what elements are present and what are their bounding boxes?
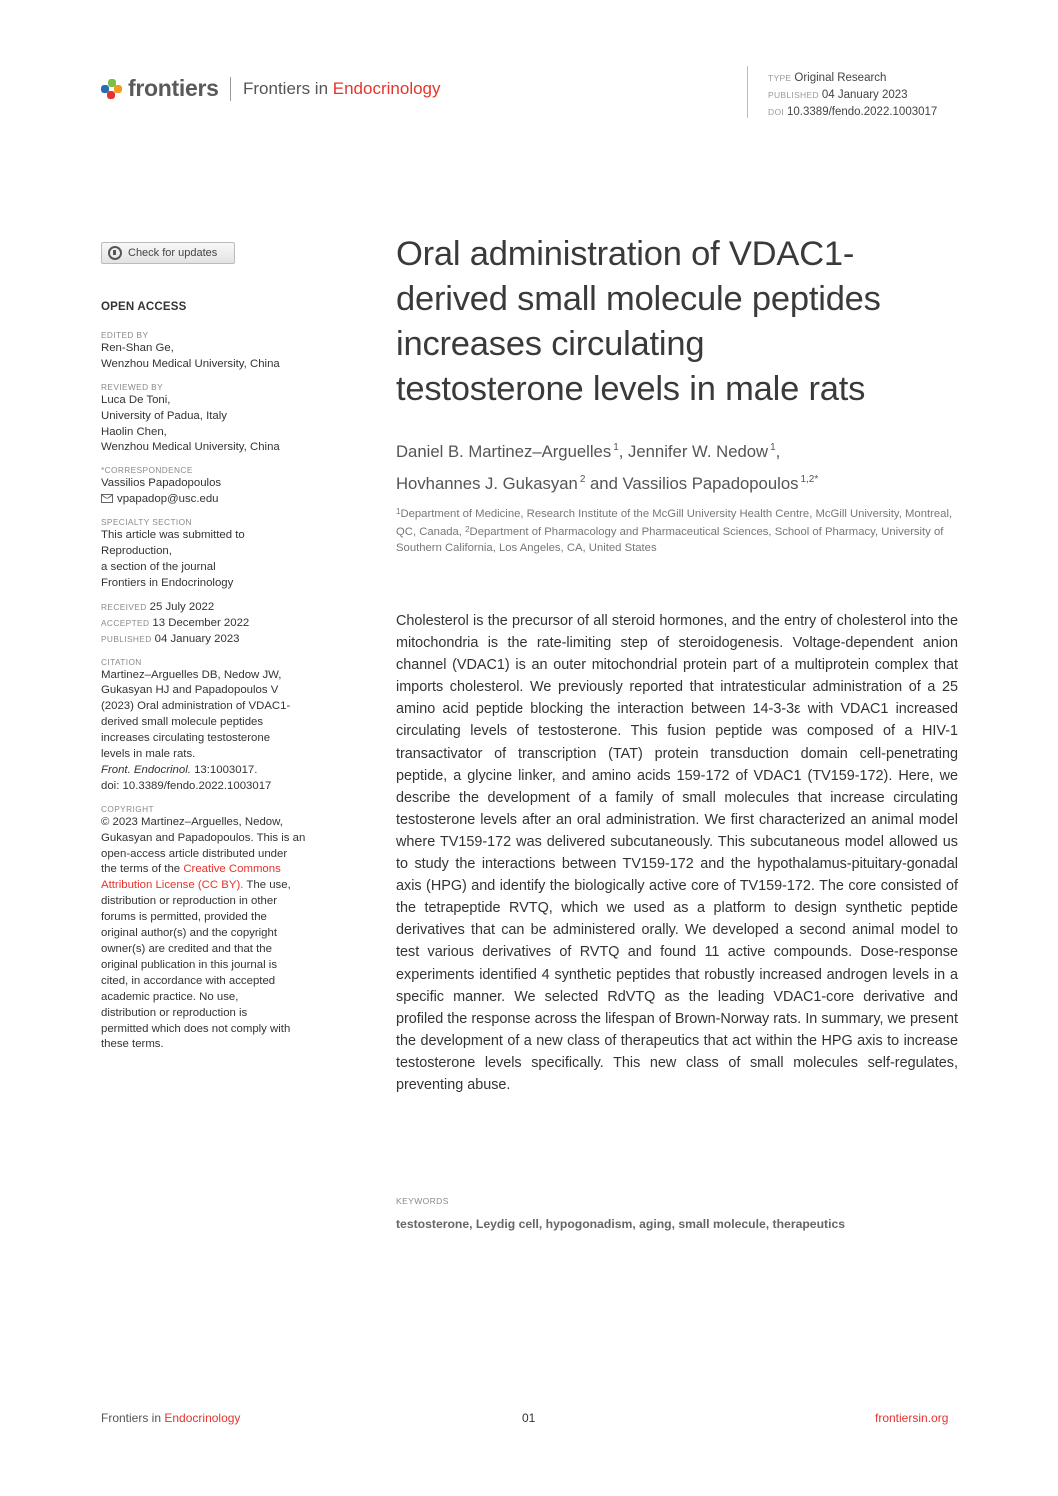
affiliation-sup: 1: [396, 507, 401, 516]
envelope-icon: [101, 494, 113, 503]
meta-divider: [747, 66, 748, 118]
specialty-line: Frontiers in Endocrinology: [101, 576, 234, 589]
correspondence-name: Vassilios Papadopoulos: [101, 477, 222, 490]
affiliations: [396, 504, 958, 556]
author-separator: ,: [618, 442, 629, 461]
correspondence-email-row[interactable]: [101, 492, 326, 508]
copyright-line: these terms.: [101, 1038, 164, 1051]
frontiers-logo[interactable]: [101, 74, 219, 102]
copyright-section: [101, 803, 326, 1054]
reviewed-by-label: REVIEWED BY: [101, 381, 164, 392]
affiliation-sup: 2: [465, 525, 470, 534]
copyright-line: owner(s) are credited and that the: [101, 943, 272, 955]
meta-doi: [768, 104, 937, 121]
citation-line: (2023) Oral administration of VDAC1-: [101, 700, 291, 713]
frontiers-logo-mark-icon: [101, 76, 123, 100]
copyright-text: The use,: [243, 879, 291, 892]
article-title: [396, 232, 966, 412]
title-line: Oral administration of VDAC1-: [396, 235, 855, 273]
journal-title: Endocrinology: [332, 79, 441, 98]
meta-published: [768, 87, 937, 104]
copyright-line: distribution or reproduction is: [101, 1006, 248, 1019]
citation-line: Gukasyan HJ and Papadopoulos V: [101, 684, 279, 697]
specialty-line: This article was submitted to: [101, 529, 245, 542]
citation-line: increases circulating testosterone: [101, 732, 271, 745]
journal-prefix: Frontiers in: [243, 79, 329, 98]
author-list: [396, 434, 966, 498]
meta-type: [768, 70, 937, 87]
author-affil-sup: 1: [613, 442, 619, 453]
editor-line: Ren-Shan Ge,: [101, 341, 174, 354]
title-line: increases circulating: [396, 325, 705, 363]
copyright-line: original publication in this journal is: [101, 958, 278, 971]
author-name[interactable]: Daniel B. Martinez–Arguelles: [396, 442, 612, 461]
author-name[interactable]: Jennifer W. Nedow: [628, 442, 769, 461]
citation-line: Martinez–Arguelles DB, Nedow JW,: [101, 668, 282, 681]
reviewer-line: Haolin Chen,: [101, 425, 167, 438]
citation-line: levels in male rats.: [101, 748, 196, 761]
edited-by-label: EDITED BY: [101, 329, 149, 340]
copyright-license-line: [101, 862, 326, 878]
author-name[interactable]: Vassilios Papadopoulos: [622, 474, 799, 493]
check-updates-label: Check for updates: [128, 247, 218, 259]
copyright-line: permitted which does not comply with: [101, 1022, 291, 1035]
footer-journal-title: Endocrinology: [164, 1411, 241, 1425]
meta-type-value: Original Research: [794, 72, 887, 84]
author-affil-sup: 1,2*: [800, 474, 819, 485]
footer-site-link[interactable]: frontiersin.org: [875, 1411, 949, 1425]
author-separator: ,: [775, 442, 781, 461]
header-divider: [230, 77, 231, 101]
correspondence-email[interactable]: vpapadop@usc.edu: [117, 493, 219, 506]
citation-doi[interactable]: doi: 10.3389/fendo.2022.1003017: [101, 779, 272, 792]
frontiers-logo-word: frontiers: [128, 74, 219, 101]
check-updates-icon: [108, 246, 122, 260]
reviewer-line: Wenzhou Medical University, China: [101, 441, 280, 454]
footer-journal-prefix: Frontiers in: [101, 1411, 162, 1425]
reviewed-by-section: [101, 381, 326, 457]
citation-journal: Front. Endocrinol.: [101, 763, 191, 776]
received-label: RECEIVED: [101, 601, 147, 612]
footer-journal[interactable]: [101, 1411, 240, 1425]
edited-by-section: [101, 329, 326, 373]
sidebar: [101, 300, 326, 1061]
accepted-date: 13 December 2022: [152, 616, 250, 629]
meta-doi-value[interactable]: 10.3389/fendo.2022.1003017: [787, 106, 938, 118]
received-date: 25 July 2022: [149, 600, 215, 613]
license-link[interactable]: Creative Commons: [183, 863, 281, 876]
editor-line: Wenzhou Medical University, China: [101, 357, 280, 370]
author-name[interactable]: Hovhannes J. Gukasyan: [396, 474, 578, 493]
meta-published-label: PUBLISHED: [768, 90, 819, 100]
copyright-text: the terms of the: [101, 863, 184, 876]
authors-row: [396, 466, 966, 498]
correspondence-section: [101, 464, 326, 508]
meta-type-label: TYPE: [768, 73, 792, 83]
copyright-line: forums is permitted, provided the: [101, 911, 267, 924]
accepted-label: ACCEPTED: [101, 617, 150, 628]
copyright-line: academic practice. No use,: [101, 990, 239, 1003]
affiliation-text: Department of Medicine, Research Institute of the McGill University Health Centre, McGill University, Montreal, QC, Canada,: [396, 508, 953, 538]
copyright-line: cited, in accordance with accepted: [101, 974, 276, 987]
article-meta: [768, 70, 937, 121]
citation-label: CITATION: [101, 656, 142, 667]
citation-section: [101, 656, 326, 795]
specialty-section: [101, 516, 326, 592]
meta-doi-label: DOI: [768, 107, 785, 117]
abstract-text: Cholesterol is the precursor of all steroid hormones, and the entry of cholesterol into the mitochondria is the rate-limiting step of steroidogenesis. Voltage-dependent anion channel (VDAC1) is an outer mitochondrial protein part of a multiprotein complex that imports cholesterol. We previously reported that intratesticular administration of a 25 amino acid peptide blocking the interaction between 14-3-3ε with VDAC1 increased circulating levels of testosterone. This fusion peptide was composed of a HIV-1 transactivator of transcription (TAT) protein transduction domain cell-penetrating peptide, a glycine linker, and amino acids 159-172 of VDAC1 (TV159-172). Here, we describe the development of a family of small molecules that increase circulating testosterone levels after an oral administration. We first characterized an animal model where TV159-172 was delivered subcutaneously. This subcutaneous model allowed us to study the interactions between TV159-172 and the hypothalamus-pituitary-gonadal axis (HPG) and identify the biologically active core of TV159-172. The core consisted of the tetrapeptide RVTQ, which we used as a platform to design synthetic peptide derivatives that can be administered orally. We developed a second animal model to test various derivatives of RVTQ and found 11 active compounds. Dose-response experiments identified 4 synthetic peptides that robustly increased androgen levels in a specific manner. We selected RdVTQ as the leading VDAC1-core derivative and profiled the response across the lifespan of Brown-Norway rats. In summary, we present the development of a new class of therapeutics that act within the HPG axis to increase testosterone levels specifically. This new class of small molecules self-regulates, preventing abuse.: [396, 613, 958, 1093]
copyright-license-line: [101, 878, 326, 894]
reviewer-line: Luca De Toni,: [101, 393, 171, 406]
copyright-line: open-access article distributed under: [101, 847, 288, 860]
copyright-line: original author(s) and the copyright: [101, 927, 278, 940]
license-link[interactable]: Attribution License (CC BY).: [101, 879, 244, 892]
dates-section: [101, 600, 326, 648]
received-row: [101, 600, 326, 616]
copyright-line: distribution or reproduction in other: [101, 895, 278, 908]
specialty-line: a section of the journal: [101, 560, 216, 573]
published-date: 04 January 2023: [154, 632, 240, 645]
affiliation-text: Department of Pharmacology and Pharmaceutical Sciences, School of Pharmacy, University of Southern California, Los Angeles, CA, United States: [396, 526, 944, 554]
open-access-label: OPEN ACCESS: [101, 301, 187, 313]
citation-volume: 13:1003017.: [190, 763, 258, 776]
author-affil-sup: 1: [770, 442, 776, 453]
author-separator: and: [585, 474, 623, 493]
specialty-line: Reproduction,: [101, 545, 172, 558]
check-for-updates-button[interactable]: [101, 242, 235, 264]
meta-published-value: 04 January 2023: [821, 89, 908, 101]
specialty-label: SPECIALTY SECTION: [101, 517, 192, 528]
copyright-label: COPYRIGHT: [101, 803, 154, 814]
title-line: derived small molecule peptides: [396, 280, 881, 318]
title-line: testosterone levels in male rats: [396, 370, 866, 408]
keywords-list: testosterone, Leydig cell, hypogonadism, aging, small molecule, therapeutics: [396, 1217, 846, 1231]
keywords-label: KEYWORDS: [396, 1196, 449, 1206]
authors-row: [396, 434, 966, 466]
published-label: PUBLISHED: [101, 633, 152, 644]
reviewer-line: University of Padua, Italy: [101, 409, 227, 422]
published-row: [101, 632, 326, 648]
copyright-line: © 2023 Martinez–Arguelles, Nedow,: [101, 815, 283, 828]
accepted-row: [101, 616, 326, 632]
author-affil-sup: 2: [579, 474, 586, 485]
citation-line: derived small molecule peptides: [101, 716, 264, 729]
correspondence-label: *CORRESPONDENCE: [101, 465, 193, 476]
citation-journal-line: [101, 763, 326, 779]
journal-name[interactable]: [243, 79, 441, 99]
copyright-line: Gukasyan and Papadopoulos. This is an: [101, 831, 306, 844]
page-number: 01: [522, 1411, 536, 1425]
